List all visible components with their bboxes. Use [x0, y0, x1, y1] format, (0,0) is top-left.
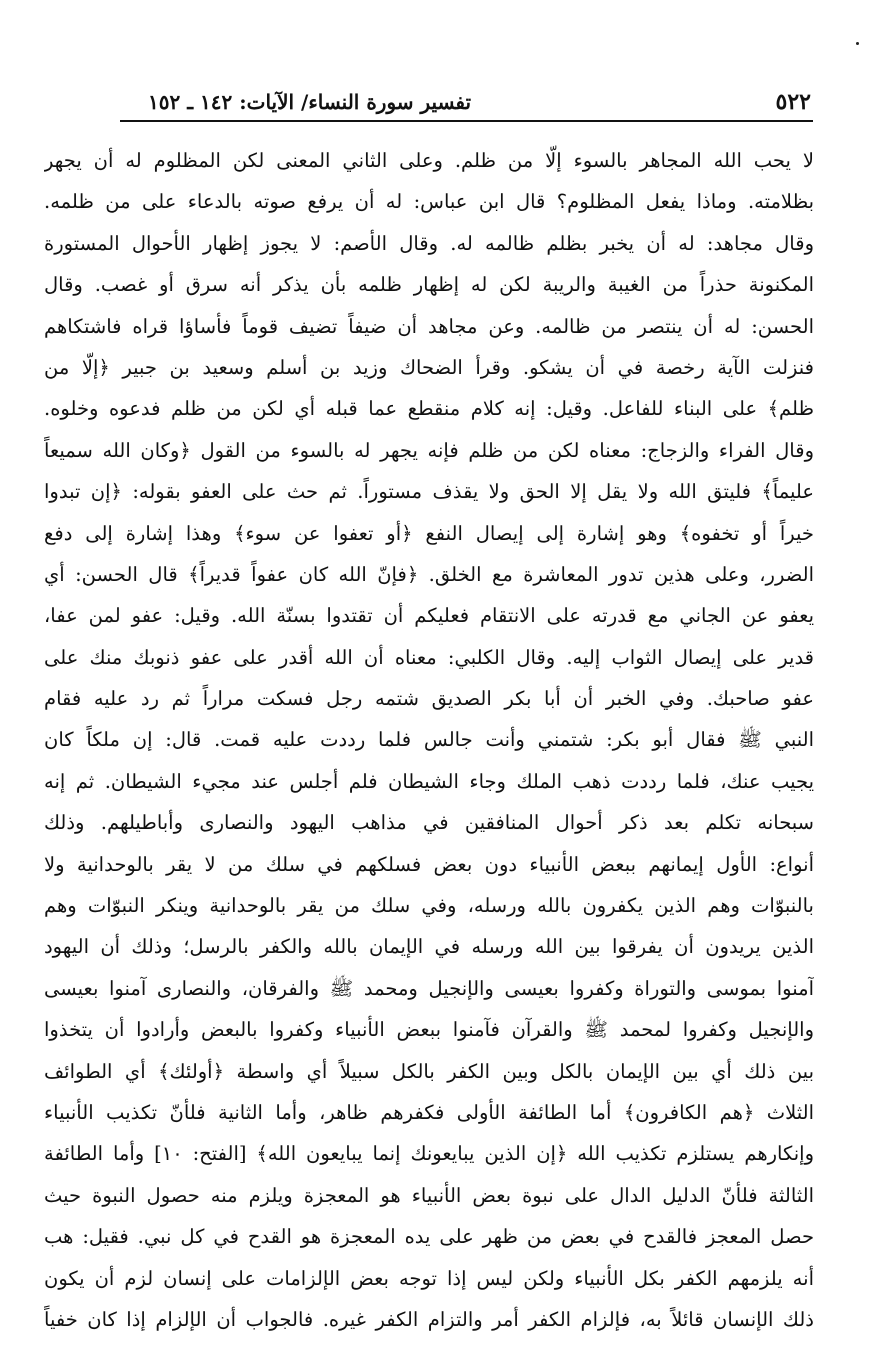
text-line: ظلم﴾ على البناء للفاعل. وقيل: إنه كلام منقطع عما قبله أي لكن من ظلم فدعوه وخلوه. — [44, 397, 814, 421]
text-line: حصل المعجز فالقدح في بعض من ظهر على يده المعجزة هو القدح في كل نبي. فقيل: هب — [44, 1225, 814, 1249]
text-line: الثلاث ﴿هم الكافرون﴾ أما الطائفة الأولى فكفرهم ظاهر، وأما الثانية فلأنّ تكذيب الأنبياء — [44, 1100, 814, 1124]
scan-speck — [856, 42, 859, 45]
page-header — [120, 86, 813, 122]
text-line: يجيب عنك، فلما رددت ذهب الملك وجاء الشيطان فلم أجلس عند مجيء الشيطان. ثم إنه — [44, 769, 814, 793]
text-line: والإنجيل وكفروا لمحمد ﷺ والقرآن فآمنوا ببعض الأنبياء وكفروا بالبعض وأرادوا أن يتخذوا — [44, 1018, 814, 1042]
text-line: وقال الفراء والزجاج: معناه لكن من ظلم فإنه يجهر له بالسوء من القول ﴿وكان الله سميعاً — [44, 438, 814, 462]
text-line: الضرر، وعلى هذين تدور المعاشرة مع الخلق. ﴿فإنّ الله كان عفواً قديراً﴾ قال الحسن: أي — [44, 562, 814, 586]
text-line: لا يحب الله المجاهر بالسوء إلّا من ظلم. وعلى الثاني المعنى لكن المظلوم له أن يجهر — [44, 149, 814, 172]
running-title: تفسير سورة النساء/ الآيات: ١٤٢ ـ ١٥٢ — [148, 90, 472, 114]
text-line: بين ذلك أي بين الإيمان بالكل وبين الكفر بالكل سبيلاً أي واسطة ﴿أولئك﴾ أي الطوائف — [44, 1059, 814, 1083]
text-line: أنه يلزمهم الكفر بكل الأنبياء ولكن ليس إذا توجه بعض الإلزامات على إنسان لزم أن يكون — [44, 1266, 814, 1290]
text-line: وقال مجاهد: له أن يخبر بظلم ظالمه له. وقال الأصم: لا يجوز إظهار الأحوال المستورة — [44, 231, 814, 255]
text-line: عليماً﴾ فليتق الله ولا يقل إلا الحق ولا يقذف مستوراً. ثم حث على العفو بقوله: ﴿إن تبدوا — [44, 480, 814, 504]
text-line: الثالثة فلأنّ الدليل الدال على نبوة بعض الأنبياء هو المعجزة ويلزم منه حصول النبوة حيث — [44, 1183, 814, 1207]
text-line: يعفو عن الجاني مع قدرته على الانتقام فعليكم أن تقتدوا بسنّة الله. وقيل: عفو لمن عفا، — [44, 604, 814, 628]
text-line: بظلامته. وماذا يفعل المظلوم؟ قال ابن عباس: له أن يرفع صوته بالدعاء على من ظلمه. — [44, 190, 814, 214]
body-text — [44, 140, 814, 1340]
text-line: الحسن: له أن ينتصر من ظالمه. وعن مجاهد أن ضيفاً تضيف قوماً فأساؤا قراه فاشتكاهم — [44, 314, 814, 338]
text-line: الذين يريدون أن يفرقوا بين الله ورسله في الإيمان بالله والكفر بالرسل؛ وذلك أن اليهود — [44, 935, 814, 959]
text-line: وإنكارهم يستلزم تكذيب الله ﴿إن الذين يبايعونك إنما يبايعون الله﴾ [الفتح: ١٠] وأما الطائفة — [44, 1142, 814, 1166]
text-line: أنواع: الأول إيمانهم ببعض الأنبياء دون بعض فسلكهم في سلك من لا يقر بالوحدانية ولا — [44, 852, 814, 876]
text-line: خيراً أو تخفوه﴾ وهو إشارة إلى إيصال النفع ﴿أو تعفوا عن سوء﴾ وهذا إشارة إلى دفع — [44, 521, 814, 545]
text-line: عفو صاحبك. وفي الخبر أن أبا بكر الصديق شتمه رجل فسكت مراراً ثم رد عليه فقام — [44, 687, 814, 711]
text-line: قدير على إيصال الثواب إليه. وقال الكلبي: معناه أن الله أقدر على عفو ذنوبك منك على — [44, 645, 814, 669]
text-line: سبحانه تكلم بعد ذكر أحوال المنافقين في مذاهب اليهود والنصارى وأباطيلهم. وذلك — [44, 811, 814, 835]
text-line: بالنبوّات وهم الذين يكفرون بالله ورسله، وفي سلك من يقر بالوحدانية وينكر النبوّات وهم — [44, 894, 814, 918]
text-line: المكنونة حذراً من الغيبة والريبة لكن له إظهار ظلمه بأن يذكر أنه سرق أو غصب. وقال — [44, 273, 814, 297]
text-line: آمنوا بموسى والتوراة وكفروا بعيسى والإنجيل ومحمد ﷺ والفرقان، والنصارى آمنوا بعيسى — [44, 976, 814, 1000]
text-line: النبي ﷺ فقال أبو بكر: شتمني وأنت جالس فلما رددت عليه قمت. قال: إن ملكاً كان — [44, 728, 814, 752]
page-number: ٥٢٢ — [775, 89, 811, 115]
text-line: فنزلت الآية رخصة في أن يشكو. وقرأ الضحاك وزيد بن أسلم وسعيد بن جبير ﴿إلّا من — [44, 355, 814, 379]
text-line: ذلك الإنسان قائلاً به، فإلزام الكفر أمر والتزام الكفر غيره. فالجواب أن الإلزام إذا كان خفياً — [44, 1307, 814, 1331]
